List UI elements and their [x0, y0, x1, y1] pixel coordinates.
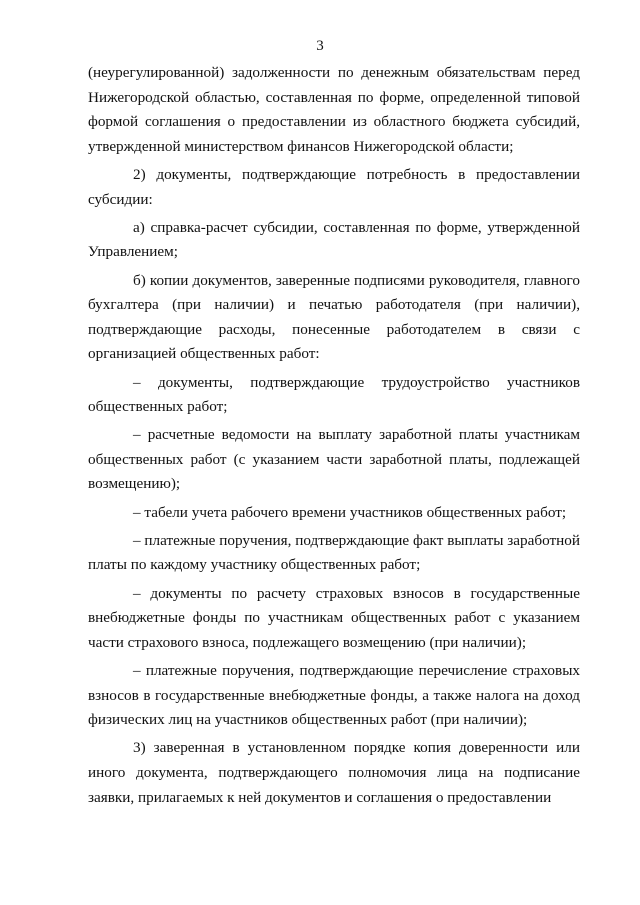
- paragraph-item-3: 3) заверенная в установленном порядке копия доверенности или иного документа, подтверждающего полномочия лица на подписание заявки, прилагаемых к ней документов и соглашения о предоставлении: [88, 739, 580, 806]
- list-item-payment-orders-salary: – платежные поручения, подтверждающие факт выплаты заработной платы по каждому участнику общественных работ;: [88, 531, 580, 574]
- paragraph-subitem-b: б) копии документов, заверенные подписями руководителя, главного бухгалтера (при наличии) и печатью работодателя (при наличии), подтверждающие расходы, понесенные работодателем в связи с организацией общественных работ:: [88, 271, 580, 363]
- list-item-payroll-statements: – расчетные ведомости на выплату заработной платы участникам общественных работ (с указанием части заработной платы, подлежащей возмещению);: [88, 426, 580, 493]
- list-item-payment-orders-insurance: – платежные поручения, подтверждающие перечисление страховых взносов в государственные внебюджетные фонды, а также налога на доход физических лиц на участников общественных работ (при наличии);: [88, 662, 580, 729]
- paragraph-subitem-a: а) справка-расчет субсидии, составленная по форме, утвержденной Управлением;: [88, 218, 580, 261]
- page-number: 3: [316, 38, 324, 54]
- paragraph-continuation: (неурегулированной) задолженности по денежным обязательствам перед Нижегородской областью, составленная по форме, определенной типовой формой соглашения о предоставлении из областного бюджета субсидий, утвержденной министерством финансов Нижегородской области;: [88, 64, 580, 155]
- list-item-insurance-calculation: – документы по расчету страховых взносов в государственные внебюджетные фонды по участникам общественных работ с указанием части страхового взноса, подлежащего возмещению (при наличии);: [88, 584, 580, 651]
- list-item-employment-docs: – документы, подтверждающие трудоустройство участников общественных работ;: [88, 373, 580, 416]
- document-body: [88, 61, 580, 814]
- paragraph-item-2: 2) документы, подтверждающие потребность в предоставлении субсидии:: [88, 165, 580, 208]
- list-item-timesheets: – табели учета рабочего времени участников общественных работ;: [133, 503, 567, 521]
